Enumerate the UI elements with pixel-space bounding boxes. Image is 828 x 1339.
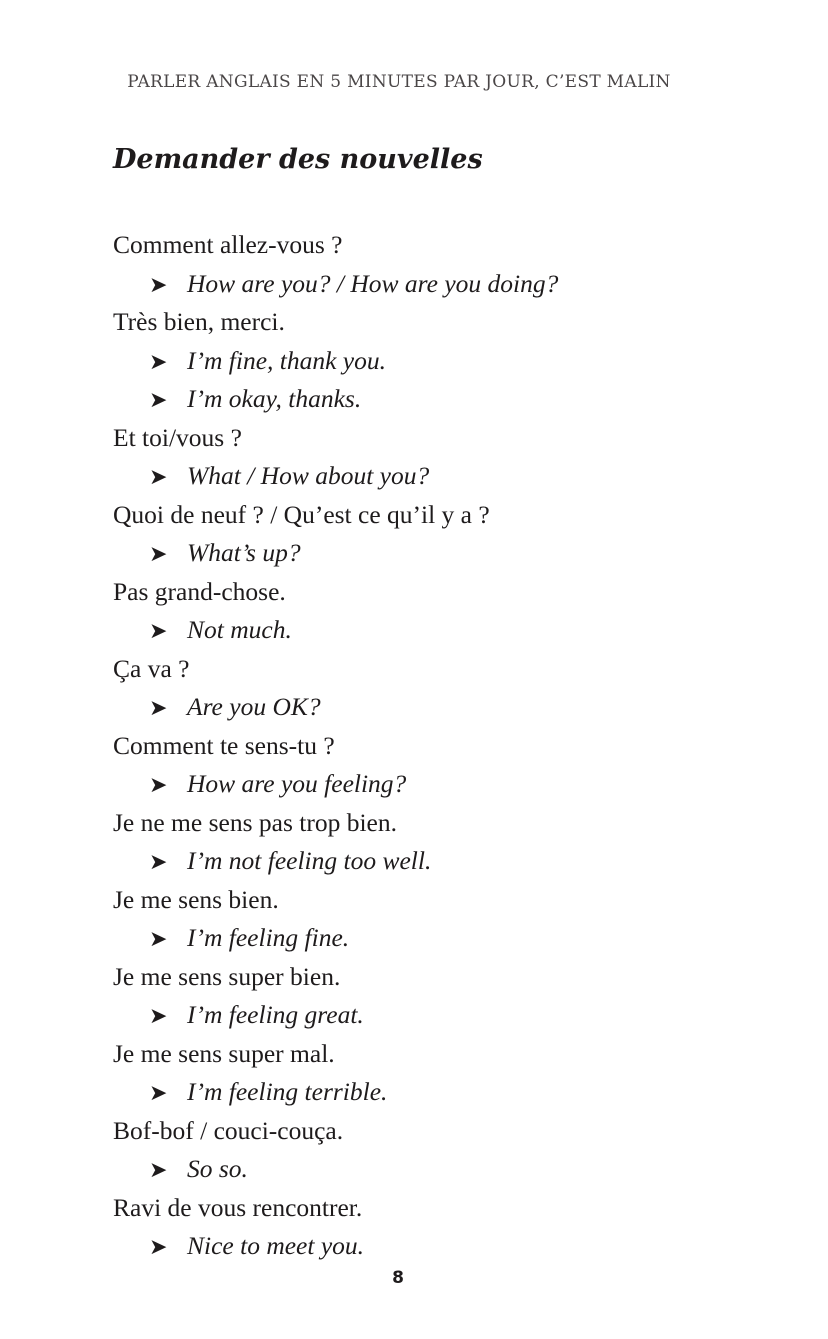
translation-text: What / How about you?	[187, 461, 430, 490]
arrowhead-right-icon: ➤	[149, 696, 168, 721]
arrowhead-right-icon: ➤	[149, 850, 168, 875]
translation-text: Not much.	[187, 615, 292, 644]
french-phrase: Comment allez-vous ?	[113, 230, 343, 259]
arrowhead-right-icon: ➤	[149, 388, 168, 413]
running-header: PARLER ANGLAIS EN 5 MINUTES PAR JOUR, C’EST MALIN	[127, 72, 671, 92]
french-phrase: Bof-bof / couci-couça.	[113, 1115, 344, 1145]
page-number: 8	[392, 1268, 404, 1288]
arrowhead-right-icon: ➤	[149, 1235, 168, 1260]
translation-text: I’m feeling terrible.	[187, 1077, 388, 1106]
english-translation	[113, 996, 753, 1035]
english-translation	[113, 1227, 753, 1266]
translation-text: What’s up?	[187, 538, 301, 567]
french-phrase: Comment te sens-tu ?	[113, 730, 335, 760]
translation-text: I’m feeling fine.	[187, 923, 350, 952]
english-translation	[113, 842, 753, 881]
french-phrase: Je me sens super mal.	[113, 1038, 335, 1068]
translation-text: How are you? / How are you doing?	[187, 268, 559, 298]
english-translation	[113, 380, 753, 419]
french-phrase: Je me sens super bien.	[113, 961, 341, 991]
translation-text: So so.	[187, 1154, 248, 1183]
translation-text: I’m feeling great.	[187, 1000, 364, 1029]
english-translation	[113, 765, 753, 804]
french-phrase: Ça va ?	[113, 653, 190, 683]
arrowhead-right-icon: ➤	[149, 619, 168, 644]
translation-text: Nice to meet you.	[187, 1231, 365, 1260]
english-translation	[113, 1073, 753, 1112]
translation-text: I’m not feeling too well.	[187, 846, 432, 875]
arrowhead-right-icon: ➤	[149, 349, 168, 375]
english-translation	[113, 342, 753, 381]
arrowhead-right-icon: ➤	[149, 1158, 168, 1183]
translation-text: How are you feeling?	[187, 769, 407, 798]
translation-text: I’m fine, thank you.	[187, 345, 386, 375]
english-translation	[113, 265, 753, 304]
arrowhead-right-icon: ➤	[149, 927, 168, 952]
french-phrase: Quoi de neuf ? / Qu’est ce qu’il y a ?	[113, 499, 490, 529]
french-phrase: Très bien, merci.	[113, 307, 285, 336]
phrase-list	[113, 226, 753, 1266]
english-translation	[113, 1150, 753, 1189]
english-translation	[113, 919, 753, 958]
english-translation	[113, 534, 753, 573]
arrowhead-right-icon: ➤	[149, 465, 168, 490]
section-title: Demander des nouvelles	[113, 144, 483, 175]
arrowhead-right-icon: ➤	[149, 272, 168, 298]
arrowhead-right-icon: ➤	[149, 542, 168, 567]
arrowhead-right-icon: ➤	[149, 1004, 168, 1029]
french-phrase: Ravi de vous rencontrer.	[113, 1192, 363, 1222]
english-translation	[113, 611, 753, 650]
arrowhead-right-icon: ➤	[149, 1081, 168, 1106]
translation-text: Are you OK?	[187, 692, 321, 721]
english-translation	[113, 688, 753, 727]
french-phrase: Pas grand-chose.	[113, 576, 286, 606]
english-translation	[113, 457, 753, 496]
french-phrase: Je ne me sens pas trop bien.	[113, 807, 397, 837]
translation-text: I’m okay, thanks.	[187, 384, 362, 413]
french-phrase: Je me sens bien.	[113, 884, 279, 914]
french-phrase: Et toi/vous ?	[113, 422, 242, 452]
arrowhead-right-icon: ➤	[149, 773, 168, 798]
